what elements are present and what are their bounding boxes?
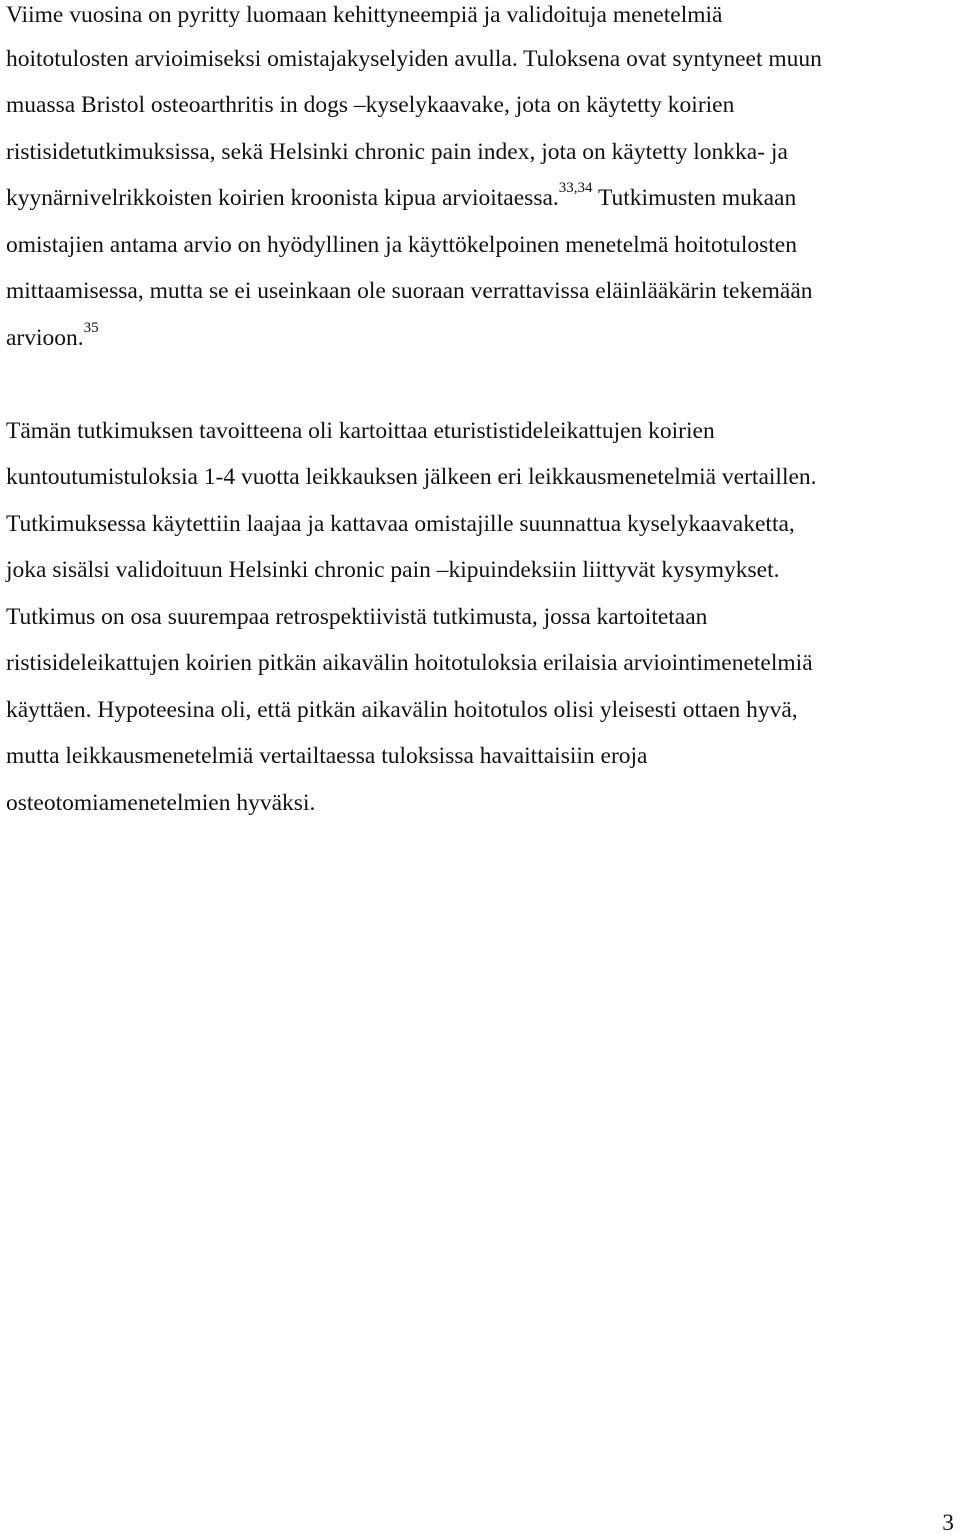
- paragraph-2-line-7: käyttäen. Hypoteesina oli, että pitkän aikavälin hoitotulos olisi yleisesti ottaen hyvä,: [6, 697, 798, 723]
- paragraph-2-line-3: Tutkimuksessa käytettiin laajaa ja kattavaa omistajille suunnattua kyselykaavaketta,: [6, 511, 795, 537]
- paragraph-1-line-5: [6, 180, 797, 213]
- line-8-text: arvioon.: [6, 325, 84, 351]
- paragraph-1-line-3: muassa Bristol osteoarthritis in dogs –kyselykaavake, jota on käytetty koirien: [6, 92, 735, 118]
- paragraph-1-line-8: [6, 320, 99, 353]
- paragraph-1-line-7: mittaamisessa, mutta se ei useinkaan ole suoraan verrattavissa eläinlääkärin tekemään: [6, 278, 813, 304]
- paragraph-1-line-6: omistajien antama arvio on hyödyllinen ja käyttökelpoinen menetelmä hoitotulosten: [6, 232, 797, 258]
- paragraph-1-line-1: Viime vuosina on pyritty luomaan kehittyneempiä ja validoituja menetelmiä: [6, 2, 723, 28]
- line-5-text-after: Tutkimusten mukaan: [592, 185, 797, 211]
- page-number: 3: [942, 1510, 954, 1536]
- paragraph-1-line-4: ristisidetutkimuksissa, sekä Helsinki chronic pain index, jota on käytetty lonkka- ja: [6, 139, 788, 165]
- citation-35: 35: [83, 320, 99, 337]
- paragraph-2-line-5: Tutkimus on osa suurempaa retrospektiivistä tutkimusta, jossa kartoitetaan: [6, 604, 708, 630]
- paragraph-2-line-6: ristisideleikattujen koirien pitkän aikavälin hoitotuloksia erilaisia arviointimenetelmiä: [6, 650, 813, 676]
- paragraph-2-line-4: joka sisälsi validoituun Helsinki chronic pain –kipuindeksiin liittyvät kysymykset.: [6, 557, 780, 583]
- paragraph-2-line-9: osteotomiamenetelmien hyväksi.: [6, 790, 316, 816]
- paragraph-1-line-2: hoitotulosten arvioimiseksi omistajakyselyiden avulla. Tuloksena ovat syntyneet muun: [6, 46, 822, 72]
- citation-33-34: 33,34: [558, 180, 593, 197]
- paragraph-2-line-1: Tämän tutkimuksen tavoitteena oli kartoittaa eturististideleikattujen koirien: [6, 418, 715, 444]
- line-5-text: kyynärnivelrikkoisten koirien kroonista kipua arvioitaessa.: [6, 185, 559, 211]
- paragraph-2-line-8: mutta leikkausmenetelmiä vertailtaessa tuloksissa havaittaisiin eroja: [6, 743, 648, 769]
- paragraph-2-line-2: kuntoutumistuloksia 1-4 vuotta leikkauksen jälkeen eri leikkausmenetelmiä vertaillen.: [6, 464, 817, 490]
